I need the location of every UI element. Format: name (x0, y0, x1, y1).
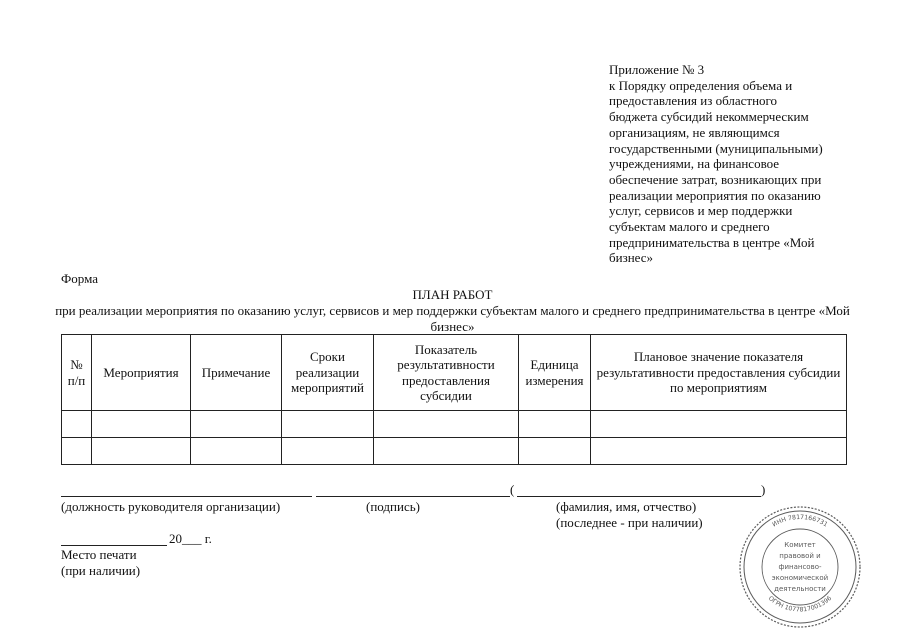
appendix-line: бизнес» (609, 250, 654, 266)
date-line[interactable] (61, 545, 167, 546)
column-header-planned-value: Плановое значение показателя результативности предоставления субсидии по мероприятиям (591, 335, 847, 411)
appendix-line: организациям, не являющимся (609, 124, 780, 140)
appendix-line: обеспечение затрат, возникающих при (609, 171, 822, 187)
column-header-deadlines: Сроки реализации мероприятий (282, 335, 374, 411)
appendix-line: Приложение № 3 (609, 62, 705, 77)
appendix-line: субъектам малого и среднего (609, 219, 770, 235)
appendix-line: предоставления из областного (609, 93, 778, 109)
stamp-center-line: деятельности (774, 585, 826, 593)
table-cell[interactable] (374, 438, 519, 465)
table-cell[interactable] (62, 411, 92, 438)
table-cell[interactable] (92, 411, 191, 438)
name-label: (фамилия, имя, отчество) (556, 499, 697, 514)
table-cell[interactable] (191, 438, 282, 465)
table-cell[interactable] (591, 411, 847, 438)
stamp-ogrn: ОГРН 1077817001396 (766, 594, 834, 614)
column-header-indicator: Показатель результативности предоставления субсидии (374, 335, 519, 411)
signature-label: (подпись) (366, 499, 420, 514)
table-cell[interactable] (282, 411, 374, 438)
name-paren-close: ) (761, 482, 766, 497)
table-cell[interactable] (519, 411, 591, 438)
signature-line[interactable] (316, 496, 510, 497)
name-paren-open: ( (510, 482, 515, 497)
table-cell[interactable] (519, 438, 591, 465)
stamp-center-line: правовой и (779, 552, 821, 560)
appendix-line: учреждениями, на финансовое (609, 156, 780, 172)
appendix-line: бюджета субсидий некоммерческим (609, 109, 809, 125)
appendix-line: услуг, сервисов и мер поддержки (609, 203, 793, 219)
table-header-row (62, 335, 847, 411)
table-row (62, 438, 847, 465)
name-signature-line[interactable] (517, 496, 761, 497)
document-title: ПЛАН РАБОТ (412, 287, 493, 302)
stamp-center-line: финансово- (778, 563, 822, 571)
plan-table (61, 334, 847, 465)
position-label: (должность руководителя организации) (61, 499, 281, 514)
appendix-line: предпринимательства в центре «Мой (609, 234, 815, 250)
date-year: 20___ г. (169, 531, 212, 546)
seal-note: (при наличии) (61, 563, 141, 578)
table-cell[interactable] (191, 411, 282, 438)
table-cell[interactable] (282, 438, 374, 465)
table-cell[interactable] (92, 438, 191, 465)
column-header-unit: Единица измерения (519, 335, 591, 411)
table-cell[interactable] (591, 438, 847, 465)
form-label: Форма (61, 271, 98, 286)
stamp-inn: ИНН 7817166731 (771, 513, 829, 529)
document-subtitle: при реализации мероприятия по оказанию услуг, сервисов и мер поддержки субъектам малого и среднего предпринимательства в центре «Мой бизнес» (55, 303, 850, 334)
appendix-line: государственными (муниципальными) (609, 140, 823, 156)
stamp-center-line: Комитет (784, 541, 816, 549)
seal-label: Место печати (61, 547, 137, 562)
column-header-number: № п/п (62, 335, 92, 411)
appendix-note (609, 62, 849, 266)
appendix-line: к Порядку определения объема и (609, 77, 793, 93)
table-cell[interactable] (374, 411, 519, 438)
stamp-center-line: экономической (771, 574, 829, 582)
round-stamp-image (738, 505, 862, 629)
column-header-activities: Мероприятия (92, 335, 191, 411)
name-note: (последнее - при наличии) (556, 515, 703, 530)
column-header-note: Примечание (191, 335, 282, 411)
table-cell[interactable] (62, 438, 92, 465)
appendix-line: реализации мероприятия по оказанию (609, 187, 821, 203)
position-signature-line[interactable] (61, 496, 312, 497)
table-row (62, 411, 847, 438)
